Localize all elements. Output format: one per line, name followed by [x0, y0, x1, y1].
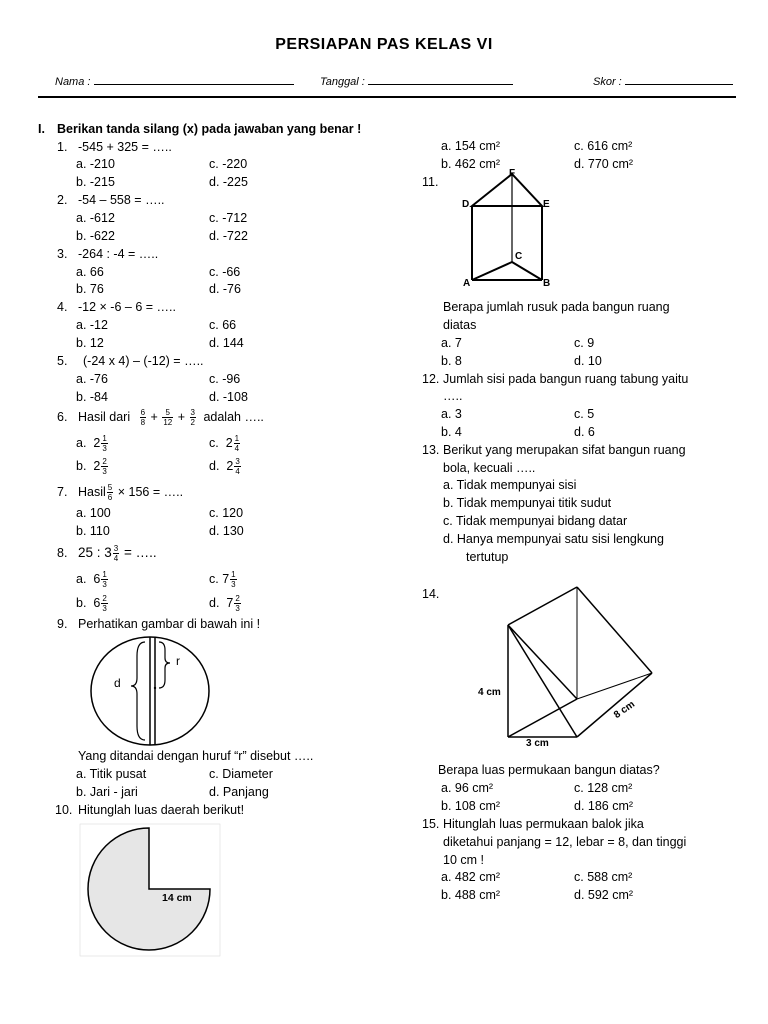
score-blank[interactable]: [625, 72, 733, 85]
q7-number: 7.: [57, 485, 68, 499]
q6-plus-2: +: [177, 410, 186, 424]
q10-number: 10.: [55, 803, 73, 817]
q6-plus-1: +: [150, 410, 158, 424]
q6-text: [78, 404, 264, 430]
q2-option-d[interactable]: d. -722: [209, 229, 248, 243]
q10-figure: [80, 824, 220, 956]
q9-option-a[interactable]: a. Titik pusat: [76, 767, 147, 781]
q12-question-line-1: Jumlah sisi pada bangun ruang tabung yaitu: [443, 372, 689, 386]
q6-option-b[interactable]: b. 2 $\frac{2}{3}$: [76, 457, 107, 477]
q15-question-line-1: Hitunglah luas permukaan balok jika: [443, 817, 644, 831]
q10-label: 14 cm: [162, 892, 192, 904]
q11-option-a[interactable]: a. 7: [441, 336, 462, 350]
q9-text: Perhatikan gambar di bawah ini !: [78, 617, 261, 631]
q11-prism-figure: [458, 168, 558, 290]
q7-suffix: × 156 = …..: [117, 485, 184, 499]
q8-suffix: = …..: [124, 545, 157, 560]
section-number: I.: [38, 122, 45, 136]
q3-option-b[interactable]: b. 76: [76, 282, 104, 296]
q11-label-f: F: [509, 168, 516, 179]
q10-text: Hitunglah luas daerah berikut!: [78, 803, 245, 817]
q15-number: 15.: [422, 817, 440, 831]
q5-number: 5.: [57, 354, 68, 368]
q10-option-c[interactable]: c. 616 cm²: [574, 139, 633, 153]
q11-option-d[interactable]: d. 10: [574, 354, 602, 368]
q14-prism-figure: [500, 585, 670, 745]
q4-option-c[interactable]: c. 66: [209, 318, 237, 332]
q1-option-b[interactable]: b. -215: [76, 175, 115, 189]
q6-option-c[interactable]: c. 2 $\frac{1}{4}$: [209, 434, 240, 454]
q13-option-d[interactable]: d. Hanya mempunyai satu sisi lengkung: [443, 532, 664, 546]
q9-option-b[interactable]: b. Jari - jari: [76, 785, 138, 799]
q14-option-b[interactable]: b. 108 cm²: [441, 799, 501, 813]
q11-number: 11.: [422, 175, 439, 189]
q11-label-e: E: [543, 199, 550, 210]
q14-label-4cm: 4 cm: [478, 687, 501, 698]
score-field[interactable]: [593, 72, 733, 88]
q8-option-b[interactable]: b. 6 $\frac{2}{3}$: [76, 594, 107, 614]
q7-prefix: Hasil: [78, 485, 106, 499]
q13-question-line-2: bola, kecuali …..: [443, 461, 536, 475]
q6-suffix: adalah …..: [203, 410, 264, 424]
q11-option-c[interactable]: c. 9: [574, 336, 595, 350]
q14-option-a[interactable]: a. 96 cm²: [441, 781, 494, 795]
q6-option-d[interactable]: d. 2 $\frac{3}{4}$: [209, 457, 240, 477]
q11-label-a: A: [463, 278, 471, 289]
q7-fraction: $\frac{5}{6}$: [107, 483, 113, 503]
q9-question: Yang ditandai dengan huruf “r” disebut …..: [78, 749, 314, 763]
q3-option-a[interactable]: a. 66: [76, 265, 104, 279]
q13-option-b[interactable]: b. Tidak mempunyai titik sudut: [443, 496, 612, 510]
date-field[interactable]: [320, 72, 513, 88]
q4-text: -12 × -6 – 6 = …..: [78, 300, 176, 314]
q2-option-a[interactable]: a. -612: [76, 211, 115, 225]
q5-option-d[interactable]: d. -108: [209, 390, 248, 404]
q7-option-a[interactable]: a. 100: [76, 506, 111, 520]
q9-label-d: d: [114, 676, 121, 690]
q8-option-d[interactable]: d. 7 $\frac{2}{3}$: [209, 594, 240, 614]
score-label: Skor :: [593, 76, 622, 88]
q9-option-d[interactable]: d. Panjang: [209, 785, 269, 799]
q7-option-c[interactable]: c. 120: [209, 506, 244, 520]
q14-edge-9: [577, 673, 652, 737]
q6-option-a[interactable]: a. 2 $\frac{1}{3}$: [76, 434, 107, 454]
q2-option-b[interactable]: b. -622: [76, 229, 115, 243]
q4-option-a[interactable]: a. -12: [76, 318, 108, 332]
q14-edge-6: [577, 673, 652, 699]
q8-prefix: 25 : 3: [78, 545, 112, 560]
q15-option-c[interactable]: c. 588 cm²: [574, 870, 633, 884]
q5-option-a[interactable]: a. -76: [76, 372, 108, 386]
q13-option-a[interactable]: a. Tidak mempunyai sisi: [443, 478, 577, 492]
q1-option-d[interactable]: d. -225: [209, 175, 248, 189]
q13-number: 13.: [422, 443, 440, 457]
q9-option-c[interactable]: c. Diameter: [209, 767, 273, 781]
name-field[interactable]: [55, 72, 294, 88]
q7-option-d[interactable]: d. 130: [209, 524, 244, 538]
q5-option-b[interactable]: b. -84: [76, 390, 108, 404]
q8-number: 8.: [57, 546, 68, 560]
q3-option-d[interactable]: d. -76: [209, 282, 241, 296]
q14-edge-4: [508, 625, 577, 699]
q14-number: 14.: [422, 587, 440, 601]
q13-question-line-1: Berikut yang merupakan sifat bangun ruang: [443, 443, 686, 457]
q15-question-line-2: diketahui panjang = 12, lebar = 8, dan tinggi: [443, 835, 687, 849]
name-blank[interactable]: [94, 72, 294, 85]
q11-label-b: B: [543, 278, 551, 289]
q14-option-c[interactable]: c. 128 cm²: [574, 781, 633, 795]
q3-option-c[interactable]: c. -66: [209, 265, 241, 279]
q12-option-b[interactable]: b. 4: [441, 425, 462, 439]
q1-text: -545 + 325 = …..: [78, 140, 172, 154]
q8-option-c[interactable]: c. 7 $\frac{1}{3}$: [209, 570, 236, 590]
q6-prefix: Hasil dari: [78, 410, 131, 424]
q8-fraction: $\frac{3}{4}$: [113, 543, 119, 563]
q5-option-c[interactable]: c. -96: [209, 372, 241, 386]
q14-question: Berapa luas permukaan bangun diatas?: [438, 763, 660, 777]
header-divider: [38, 96, 736, 98]
q11-option-b[interactable]: b. 8: [441, 354, 462, 368]
q5-text: (-24 x 4) – (-12) = …..: [83, 354, 204, 368]
q12-option-c[interactable]: c. 5: [574, 407, 595, 421]
q6-fraction-1: $\frac{6}{8}$: [140, 408, 146, 428]
q6-number: 6.: [57, 410, 68, 424]
q14-edge-2: [508, 587, 577, 625]
q14-edge-3: [577, 587, 652, 673]
q10-option-d[interactable]: d. 770 cm²: [574, 157, 634, 171]
q8-option-a[interactable]: a. 6 $\frac{1}{3}$: [76, 570, 107, 590]
q1-option-a[interactable]: a. -210: [76, 157, 115, 171]
q12-option-d[interactable]: d. 6: [574, 425, 595, 439]
q6-fraction-3: $\frac{3}{2}$: [190, 408, 195, 428]
q9-label-r: r: [176, 654, 180, 668]
q11-top-face: [472, 174, 542, 206]
q14-label-8cm: 8 cm: [612, 698, 637, 722]
q14-edge-7: [508, 699, 577, 737]
q12-number: 12.: [422, 372, 440, 386]
q4-option-d[interactable]: d. 144: [209, 336, 244, 350]
date-label: Tanggal :: [320, 76, 365, 88]
q1-option-c[interactable]: c. -220: [209, 157, 248, 171]
q14-edge-10: [508, 625, 577, 737]
q11-question-line-2: diatas: [443, 318, 477, 332]
q2-number: 2.: [57, 193, 68, 207]
section-instruction: Berikan tanda silang (x) pada jawaban yang benar !: [57, 122, 362, 136]
q13-option-d-cont: tertutup: [466, 550, 509, 564]
page-title: PERSIAPAN PAS KELAS VI: [275, 36, 493, 53]
q2-option-c[interactable]: c. -712: [209, 211, 248, 225]
q1-number: 1.: [57, 140, 68, 154]
q3-text: -264 : -4 = …..: [78, 247, 159, 261]
q11-edge-ac: [472, 262, 512, 280]
q4-number: 4.: [57, 300, 68, 314]
q11-edge-cb: [512, 262, 542, 280]
q3-number: 3.: [57, 247, 68, 261]
q14-label-3cm: 3 cm: [526, 738, 549, 749]
name-label: Nama :: [55, 76, 91, 88]
q13-option-c[interactable]: c. Tidak mempunyai bidang datar: [443, 514, 628, 528]
q8-text: [78, 540, 157, 566]
q12-question-line-2: …..: [443, 389, 463, 403]
q7-text: [78, 479, 183, 505]
q15-option-b[interactable]: b. 488 cm²: [441, 888, 501, 902]
q10-option-a[interactable]: a. 154 cm²: [441, 139, 501, 153]
q11-question-line-1: Berapa jumlah rusuk pada bangun ruang: [443, 300, 670, 314]
q9-center-point: [154, 687, 156, 689]
q9-number: 9.: [57, 617, 68, 631]
q2-text: -54 – 558 = …..: [78, 193, 165, 207]
q6-fraction-2: $\frac{5}{12}$: [163, 408, 173, 428]
q15-option-d[interactable]: d. 592 cm²: [574, 888, 634, 902]
q15-option-a[interactable]: a. 482 cm²: [441, 870, 501, 884]
q11-label-c: C: [515, 251, 523, 262]
q9-circle-figure: [85, 636, 215, 746]
q11-label-d: D: [462, 199, 470, 210]
q12-option-a[interactable]: a. 3: [441, 407, 462, 421]
date-blank[interactable]: [368, 72, 513, 85]
q4-option-b[interactable]: b. 12: [76, 336, 104, 350]
q14-option-d[interactable]: d. 186 cm²: [574, 799, 634, 813]
q7-option-b[interactable]: b. 110: [76, 524, 110, 538]
q15-question-line-3: 10 cm !: [443, 853, 484, 867]
q10-option-b[interactable]: b. 462 cm²: [441, 157, 501, 171]
